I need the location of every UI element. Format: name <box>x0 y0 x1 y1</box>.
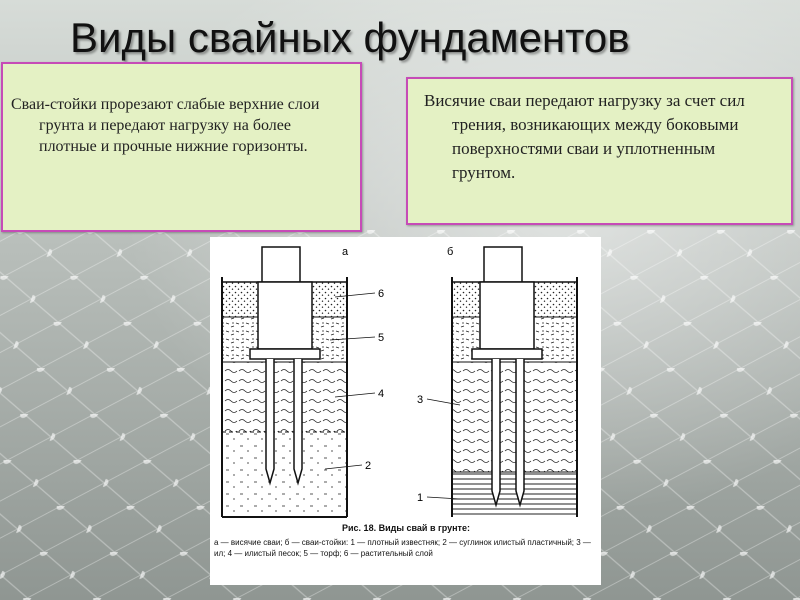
figure-caption <box>214 523 598 559</box>
label-a: а <box>342 246 349 258</box>
column-b <box>452 247 577 517</box>
end-bearing-piles-box <box>1 62 362 232</box>
label-4: 4 <box>378 388 385 400</box>
end-bearing-piles-text: Сваи-стойки прорезают слабые верхние слои грунта и передают нагрузку на более плотные и прочные нижние горизонты. <box>11 96 320 155</box>
label-6: 6 <box>378 288 385 300</box>
piles-figure <box>210 237 601 585</box>
caption-title: Рис. 18. Виды свай в грунте: <box>342 523 470 533</box>
caption-text: а — висячие сваи; б — сваи-стойки: 1 — плотный известняк; 2 — суглинок илистый пластичный; 3 — ил; 4 — илистый песок; 5 — торф; 6 — растительный слой <box>214 538 591 558</box>
label-b: б <box>447 246 454 258</box>
piles-diagram <box>210 237 601 527</box>
friction-piles-text: Висячие сваи передают нагрузку за счет сил трения, возникающих между боковыми поверхностями сваи и уплотненным грунтом. <box>424 91 745 182</box>
page-title: Виды свайных фундаментов <box>70 14 630 61</box>
friction-piles-box <box>406 77 793 225</box>
label-3: 3 <box>417 394 424 406</box>
column-a <box>222 247 347 517</box>
label-5: 5 <box>378 332 385 344</box>
label-1: 1 <box>417 492 424 504</box>
label-2: 2 <box>365 460 372 472</box>
